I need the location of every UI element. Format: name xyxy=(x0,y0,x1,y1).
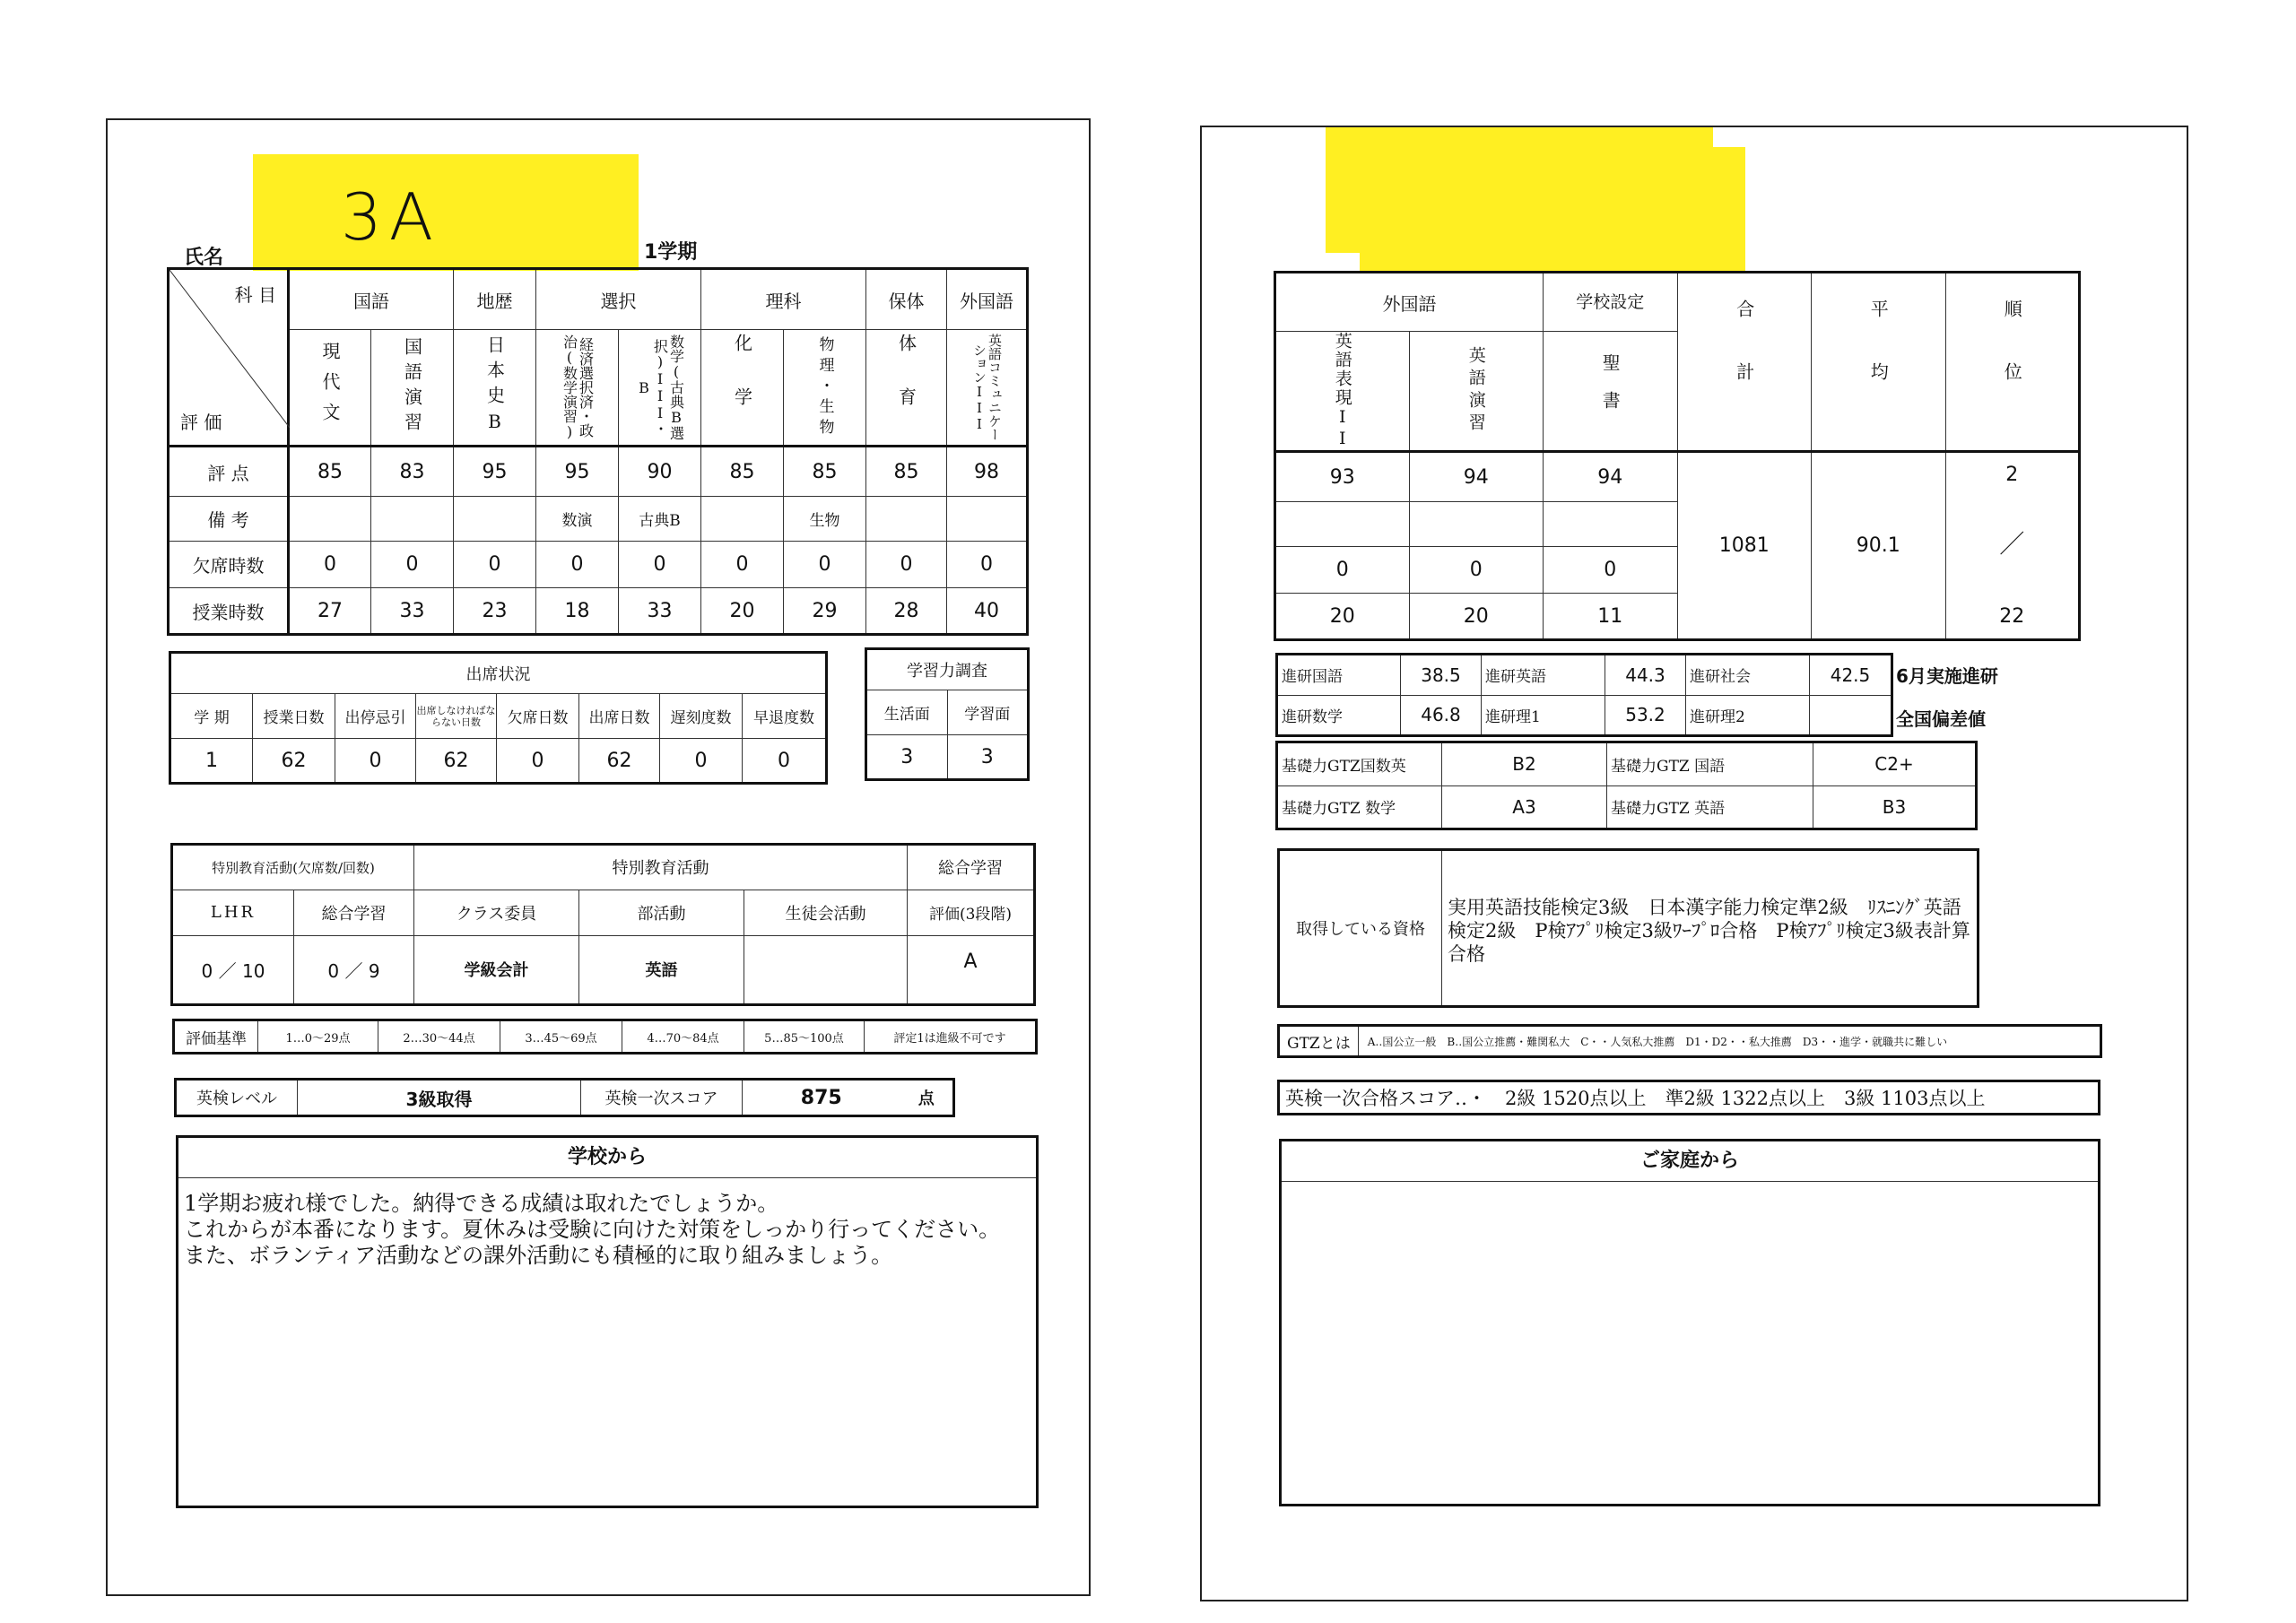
qualifications-text: 実用英語技能検定3級 日本漢字能力検定準2級 ﾘｽﾆﾝｸﾞ英語検定2級 P検ｱﾌﾟﾘ検定3級ﾜｰﾌﾟﾛ合格 P検ｱﾌﾟﾘ検定3級表計算合格 xyxy=(1442,850,1979,1007)
right-group-school: 学校設定 xyxy=(1544,273,1678,332)
remark-cell xyxy=(289,497,371,542)
rank-bottom: 22 xyxy=(1999,605,2025,628)
shinken-note-1: 6月実施進研 xyxy=(1896,665,1998,687)
criteria-note: 評定1は進級不可です xyxy=(865,1020,1037,1054)
shinken-label: 進研社会 xyxy=(1686,655,1810,696)
remark-cell xyxy=(866,497,947,542)
corner-top: 科 目 xyxy=(234,284,276,306)
learning-value: 3 xyxy=(866,735,948,780)
subject-cell xyxy=(454,330,536,447)
special-value: 英語 xyxy=(579,935,744,1004)
criteria-item: 4…70～84点 xyxy=(622,1020,744,1054)
absence-cell: 0 xyxy=(536,542,619,588)
shinken-label: 進研国語 xyxy=(1277,655,1401,696)
hours-cell: 18 xyxy=(536,588,619,635)
school-comment-body xyxy=(178,1178,1036,1269)
eiken-pass-bar xyxy=(1277,1080,2100,1115)
gtz-label: 基礎力GTZ 英語 xyxy=(1607,785,1813,829)
qualifications-label: 取得している資格 xyxy=(1279,850,1442,1007)
name-redaction-highlight-2 xyxy=(1360,147,1745,271)
hours-cell: 20 xyxy=(1409,594,1544,640)
row-label-hours: 授業時数 xyxy=(169,588,289,635)
special-header: 部活動 xyxy=(579,890,744,935)
average-header-cell xyxy=(1812,273,1946,452)
remark-cell: 生物 xyxy=(784,497,866,542)
gtz-value: A3 xyxy=(1442,785,1607,829)
comment-line: 1学期お疲れ様でした。納得できる成績は取れたでしょうか。 xyxy=(184,1191,779,1216)
attendance-value: 62 xyxy=(253,739,335,784)
total-header: 合計 xyxy=(1733,299,1755,425)
subject-label: 体育 xyxy=(895,334,918,441)
criteria-item: 1…0～29点 xyxy=(258,1020,378,1054)
learning-header: 学習面 xyxy=(947,690,1029,735)
hours-cell: 29 xyxy=(784,588,866,635)
row-label-score: 評 点 xyxy=(169,447,289,497)
name-highlight xyxy=(253,154,639,271)
attendance-header: 授業日数 xyxy=(253,694,335,739)
right-grades-table xyxy=(1274,271,2081,641)
eiken-level-value: 3級取得 xyxy=(298,1080,581,1116)
criteria-item: 3…45～69点 xyxy=(500,1020,622,1054)
remark-cell xyxy=(701,497,784,542)
shinken-table xyxy=(1275,653,1893,737)
absence-cell: 0 xyxy=(1544,547,1678,594)
learning-header: 生活面 xyxy=(866,690,948,735)
rank-header-cell xyxy=(1945,273,2080,452)
subject-label: 経済選択済・政治(数学演習) xyxy=(561,334,595,440)
total-header-cell xyxy=(1677,273,1812,452)
criteria-item: 2…30～44点 xyxy=(378,1020,500,1054)
criteria-label: 評価基準 xyxy=(174,1020,258,1054)
special-header: 生徒会活動 xyxy=(744,890,908,935)
shinken-value: 44.3 xyxy=(1605,655,1686,696)
group-chireki: 地歴 xyxy=(454,269,536,330)
attendance-value: 62 xyxy=(416,739,497,784)
subject-cell xyxy=(947,330,1028,447)
subject-cell xyxy=(536,330,619,447)
subject-label: 聖書 xyxy=(1599,353,1622,429)
shinken-value: 38.5 xyxy=(1401,655,1482,696)
attendance-header: 早退度数 xyxy=(743,694,827,739)
group-gaikokugo: 外国語 xyxy=(947,269,1028,330)
subject-cell xyxy=(866,330,947,447)
absence-cell: 0 xyxy=(701,542,784,588)
absence-cell: 0 xyxy=(1275,547,1410,594)
rank-header: 順位 xyxy=(2001,299,2023,425)
school-comment-box xyxy=(176,1135,1039,1508)
attendance-value: 0 xyxy=(743,739,827,784)
special-value xyxy=(744,935,908,1004)
remark-cell xyxy=(454,497,536,542)
group-sentaku: 選択 xyxy=(536,269,701,330)
score-cell: 95 xyxy=(454,447,536,497)
score-cell: 95 xyxy=(536,447,619,497)
remark-cell xyxy=(947,497,1028,542)
score-cell: 98 xyxy=(947,447,1028,497)
absence-cell: 0 xyxy=(371,542,454,588)
attendance-header: 出席日数 xyxy=(579,694,660,739)
gtz-label: 基礎力GTZ 数学 xyxy=(1277,785,1442,829)
hours-cell: 27 xyxy=(289,588,371,635)
row-label-remarks: 備 考 xyxy=(169,497,289,542)
subject-label: 化学 xyxy=(731,334,753,441)
hours-cell: 23 xyxy=(454,588,536,635)
attendance-value: 62 xyxy=(579,739,660,784)
learning-value: 3 xyxy=(947,735,1029,780)
rank-top: 2 xyxy=(2005,464,2019,486)
subject-cell xyxy=(784,330,866,447)
hours-cell: 33 xyxy=(371,588,454,635)
hours-cell: 20 xyxy=(701,588,784,635)
special-header: 評価(3段階) xyxy=(908,890,1035,935)
row-label-absence: 欠席時数 xyxy=(169,542,289,588)
criteria-item: 5…85～100点 xyxy=(744,1020,865,1054)
subject-label: 英語表現II xyxy=(1332,332,1352,450)
attendance-value: 0 xyxy=(335,739,416,784)
special-value: 学級会計 xyxy=(414,935,579,1004)
comment-line: また、ボランティア活動などの課外活動にも積極的に取り組みましょう。 xyxy=(184,1243,893,1268)
shinken-value: 53.2 xyxy=(1605,695,1686,736)
subject-cell xyxy=(619,330,701,447)
school-comment-title: 学校から xyxy=(178,1138,1036,1178)
special-title3: 総合学習 xyxy=(908,845,1035,890)
subject-label: 物理・生物 xyxy=(815,335,834,439)
average-header: 平均 xyxy=(1867,299,1890,425)
learning-title: 学習力調査 xyxy=(866,649,1029,690)
gtz-legend-label: GTZとは xyxy=(1280,1027,1359,1055)
gtz-label: 基礎力GTZ 国語 xyxy=(1607,742,1813,786)
group-hotai: 保体 xyxy=(866,269,947,330)
hours-cell: 20 xyxy=(1275,594,1410,640)
special-title1: 特別教育活動(欠席数/回数) xyxy=(172,845,414,890)
gtz-value: C2+ xyxy=(1813,742,1977,786)
shinken-label: 進研理2 xyxy=(1686,695,1810,736)
special-header: 総合学習 xyxy=(294,890,414,935)
attendance-value: 0 xyxy=(660,739,743,784)
gtz-legend-text: A‥国公立一般 B‥国公立推薦・難関私大 C・・人気私大推薦 D1・D2・・私大推薦 D3・・進学・就職共に難しい xyxy=(1367,1035,1948,1048)
subject-label: 国語演習 xyxy=(401,337,423,438)
attendance-header: 学 期 xyxy=(170,694,253,739)
eiken-pass-text: 英検一次合格スコア‥・ 2級 1520点以上 準2級 1322点以上 3級 1103点以上 xyxy=(1285,1088,1986,1109)
criteria-table xyxy=(172,1019,1038,1055)
attendance-header: 欠席日数 xyxy=(497,694,579,739)
eiken-table xyxy=(174,1078,955,1117)
home-comment-input[interactable] xyxy=(1282,1182,2098,1505)
special-activities-table xyxy=(170,843,1036,1006)
absence-cell: 0 xyxy=(1409,547,1544,594)
shinken-value: 42.5 xyxy=(1810,655,1892,696)
score-cell: 94 xyxy=(1409,452,1544,502)
shinken-label: 進研理1 xyxy=(1482,695,1605,736)
absence-cell: 0 xyxy=(454,542,536,588)
gtz-legend xyxy=(1277,1024,2102,1058)
remark-cell: 数演 xyxy=(536,497,619,542)
gtz-table xyxy=(1275,741,1978,830)
shinken-note-2: 全国偏差値 xyxy=(1896,708,1986,730)
score-cell: 85 xyxy=(784,447,866,497)
subject-label: 英語演習 xyxy=(1465,346,1486,436)
attendance-header: 出席しなければならない日数 xyxy=(416,694,497,739)
shinken-label: 進研英語 xyxy=(1482,655,1605,696)
rank-cell xyxy=(1945,452,2080,640)
shinken-value: 46.8 xyxy=(1401,695,1482,736)
gtz-label: 基礎力GTZ国数英 xyxy=(1277,742,1442,786)
special-value: A xyxy=(908,935,1035,1004)
home-comment-box xyxy=(1279,1139,2100,1506)
eiken-score-value: 875 xyxy=(743,1080,900,1116)
score-cell: 93 xyxy=(1275,452,1410,502)
special-value: 0 ／ 9 xyxy=(294,935,414,1004)
special-value: 0 ／ 10 xyxy=(172,935,294,1004)
eiken-level-label: 英検レベル xyxy=(176,1080,298,1116)
group-kokugo: 国語 xyxy=(289,269,454,330)
score-cell: 83 xyxy=(371,447,454,497)
score-cell: 85 xyxy=(289,447,371,497)
group-rika: 理科 xyxy=(701,269,866,330)
special-title2: 特別教育活動 xyxy=(414,845,908,890)
attendance-value: 1 xyxy=(170,739,253,784)
subject-label: 数学(古典B選択)III・B xyxy=(635,334,685,440)
hours-cell: 40 xyxy=(947,588,1028,635)
attendance-header: 遅刻度数 xyxy=(660,694,743,739)
shinken-label: 進研数学 xyxy=(1277,695,1401,736)
corner-cell xyxy=(169,269,289,447)
eiken-score-label: 英検一次スコア xyxy=(581,1080,743,1116)
score-cell: 85 xyxy=(866,447,947,497)
attendance-value: 0 xyxy=(497,739,579,784)
right-group-gaikokugo: 外国語 xyxy=(1275,273,1544,332)
term-label: 1学期 xyxy=(644,241,698,264)
corner-bottom: 評 価 xyxy=(180,412,222,433)
hours-cell: 11 xyxy=(1544,594,1678,640)
score-cell: 94 xyxy=(1544,452,1678,502)
hours-cell: 28 xyxy=(866,588,947,635)
eiken-score-unit: 点 xyxy=(900,1080,954,1116)
attendance-title: 出席状況 xyxy=(170,653,827,694)
subject-label: 現代文 xyxy=(319,342,341,433)
attendance-table xyxy=(169,651,828,785)
subject-cell xyxy=(289,330,371,447)
grades-table xyxy=(167,267,1029,636)
special-header: LHR xyxy=(172,890,294,935)
home-comment-title: ご家庭から xyxy=(1282,1141,2098,1182)
hours-cell: 33 xyxy=(619,588,701,635)
shinken-value xyxy=(1810,695,1892,736)
subject-cell xyxy=(701,330,784,447)
total-value: 1081 xyxy=(1677,452,1812,640)
gtz-value: B2 xyxy=(1442,742,1607,786)
qualifications-table xyxy=(1277,848,1979,1008)
learning-table xyxy=(865,647,1030,781)
comment-line: これからが本番になります。夏休みは受験に向けた対策をしっかり行ってください。 xyxy=(184,1217,1001,1242)
subject-cell xyxy=(1275,332,1410,452)
special-header: クラス委員 xyxy=(414,890,579,935)
absence-cell: 0 xyxy=(947,542,1028,588)
subject-cell xyxy=(371,330,454,447)
score-cell: 85 xyxy=(701,447,784,497)
class-handwritten: 3A xyxy=(341,179,441,255)
average-value: 90.1 xyxy=(1812,452,1946,640)
subject-label: 日本史B xyxy=(483,335,506,439)
subject-label: 英語コミュニケーションIII xyxy=(971,334,1003,441)
remark-cell xyxy=(371,497,454,542)
absence-cell: 0 xyxy=(866,542,947,588)
score-cell: 90 xyxy=(619,447,701,497)
gtz-value: B3 xyxy=(1813,785,1977,829)
attendance-header: 出停忌引 xyxy=(335,694,416,739)
absence-cell: 0 xyxy=(784,542,866,588)
subject-cell xyxy=(1544,332,1678,452)
subject-cell xyxy=(1409,332,1544,452)
absence-cell: 0 xyxy=(619,542,701,588)
name-label: 氏名 xyxy=(184,247,224,269)
rank-sep: ／ xyxy=(1999,529,2025,559)
remark-cell: 古典B xyxy=(619,497,701,542)
absence-cell: 0 xyxy=(289,542,371,588)
